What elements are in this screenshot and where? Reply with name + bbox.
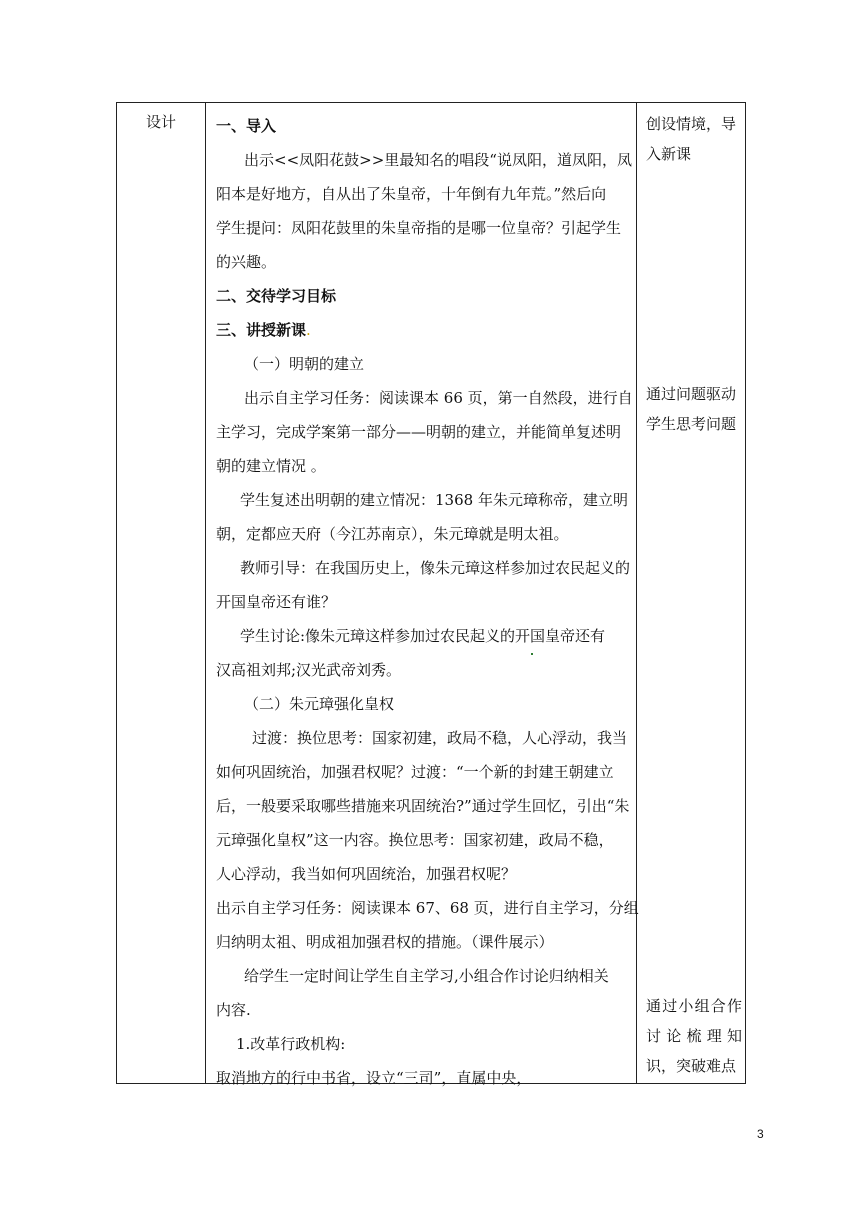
lesson-text-line: 如何巩固统治，加强君权呢？过渡：“一个新的封建王朝建立	[216, 763, 614, 781]
lesson-text-line: 阳本是好地方，自从出了朱皇帝，十年倒有九年荒。”然后向	[216, 185, 607, 203]
teaching-note-line: 通过问题驱动	[646, 385, 737, 403]
table-column-divider	[636, 103, 637, 1083]
lesson-text-line: 开国皇帝还有谁？	[216, 593, 337, 611]
lesson-plan-table	[116, 102, 746, 1087]
teaching-note	[646, 991, 742, 1081]
lesson-text-line: 学生复述出明朝的建立情况：1368 年朱元璋称帝，建立明	[240, 491, 628, 509]
lesson-text-line: 朝的建立情况 。	[216, 457, 326, 475]
lesson-text-line: 后，一般要采取哪些措施来巩固统治?”通过学生回忆，引出“朱	[216, 797, 630, 815]
teaching-note-line: 通过小组合作	[646, 997, 742, 1015]
teaching-note	[646, 109, 742, 169]
lesson-text-line: 学生提问：凤阳花鼓里的朱皇帝指的是哪一位皇帝？引起学生	[216, 219, 622, 237]
teaching-note-line: 识，突破难点	[646, 1057, 737, 1075]
lesson-text-line: 取消地方的行中书省，设立“三司”，直属中央，	[216, 1069, 532, 1087]
section-heading: 三、讲授新课.	[216, 321, 311, 339]
lesson-content-cell	[216, 109, 639, 1095]
lesson-text-line: 出示自主学习任务：阅读课本 67、68 页，进行自主学习，分组	[216, 899, 639, 917]
lesson-text-line: 1.改革行政机构:	[236, 1035, 346, 1053]
table-column-divider	[205, 103, 206, 1083]
teaching-note-line: 创设情境，导	[646, 115, 737, 133]
teaching-note-line: 学生思考问题	[646, 415, 737, 433]
lesson-text-line: 归纳明太祖、明成祖加强君权的措施。（课件展示）	[216, 933, 554, 951]
lesson-text-line: 元璋强化皇权”这一内容。换位思考：国家初建，政局不稳，	[216, 831, 614, 849]
lesson-text-line: 过渡：换位思考：国家初建，政局不稳，人心浮动，我当	[252, 729, 628, 747]
teaching-note-line: 讨论梳理知	[646, 1027, 742, 1045]
lesson-text-line: 教师引导：在我国历史上，像朱元璋这样参加过农民起义的	[240, 559, 631, 577]
lesson-text-line: 内容.	[216, 1001, 251, 1019]
lesson-text-line: （一）明朝的建立	[244, 355, 365, 373]
section-label: 设计	[145, 113, 176, 131]
lesson-text-line: 人心浮动，我当如何巩固统治，加强君权呢？	[216, 865, 517, 883]
lesson-text-line: 主学习，完成学案第一部分——明朝的建立，并能简单复述明	[216, 423, 622, 441]
lesson-text-line: 给学生一定时间让学生自主学习,小组合作讨论归纳相关	[244, 967, 609, 985]
lesson-text-line: 学生讨论:像朱元璋这样参加过农民起义的开国皇帝还有	[240, 627, 606, 645]
lesson-text-line: 出示<<凤阳花鼓>>里最知名的唱段“说凤阳，道凤阳，凤	[244, 151, 632, 169]
teaching-note-line: 入新课	[646, 145, 692, 163]
teaching-note	[646, 379, 742, 439]
lesson-text-line: （二）朱元璋强化皇权	[244, 695, 395, 713]
stray-mark	[530, 652, 534, 656]
page-number: 3	[757, 1127, 764, 1141]
stray-mark: .	[306, 321, 311, 339]
section-label-cell	[117, 103, 205, 132]
lesson-text-line: 朝，定都应天府（今江苏南京），朱元璋就是明太祖。	[216, 525, 569, 543]
lesson-text-line: 的兴趣。	[216, 253, 277, 271]
lesson-text-line: 汉高祖刘邦;汉光武帝刘秀。	[216, 661, 402, 679]
lesson-text-line: 出示自主学习任务：阅读课本 66 页，第一自然段，进行自	[244, 389, 633, 407]
section-heading: 二、交待学习目标	[216, 287, 337, 305]
section-heading: 一、导入	[216, 117, 277, 135]
